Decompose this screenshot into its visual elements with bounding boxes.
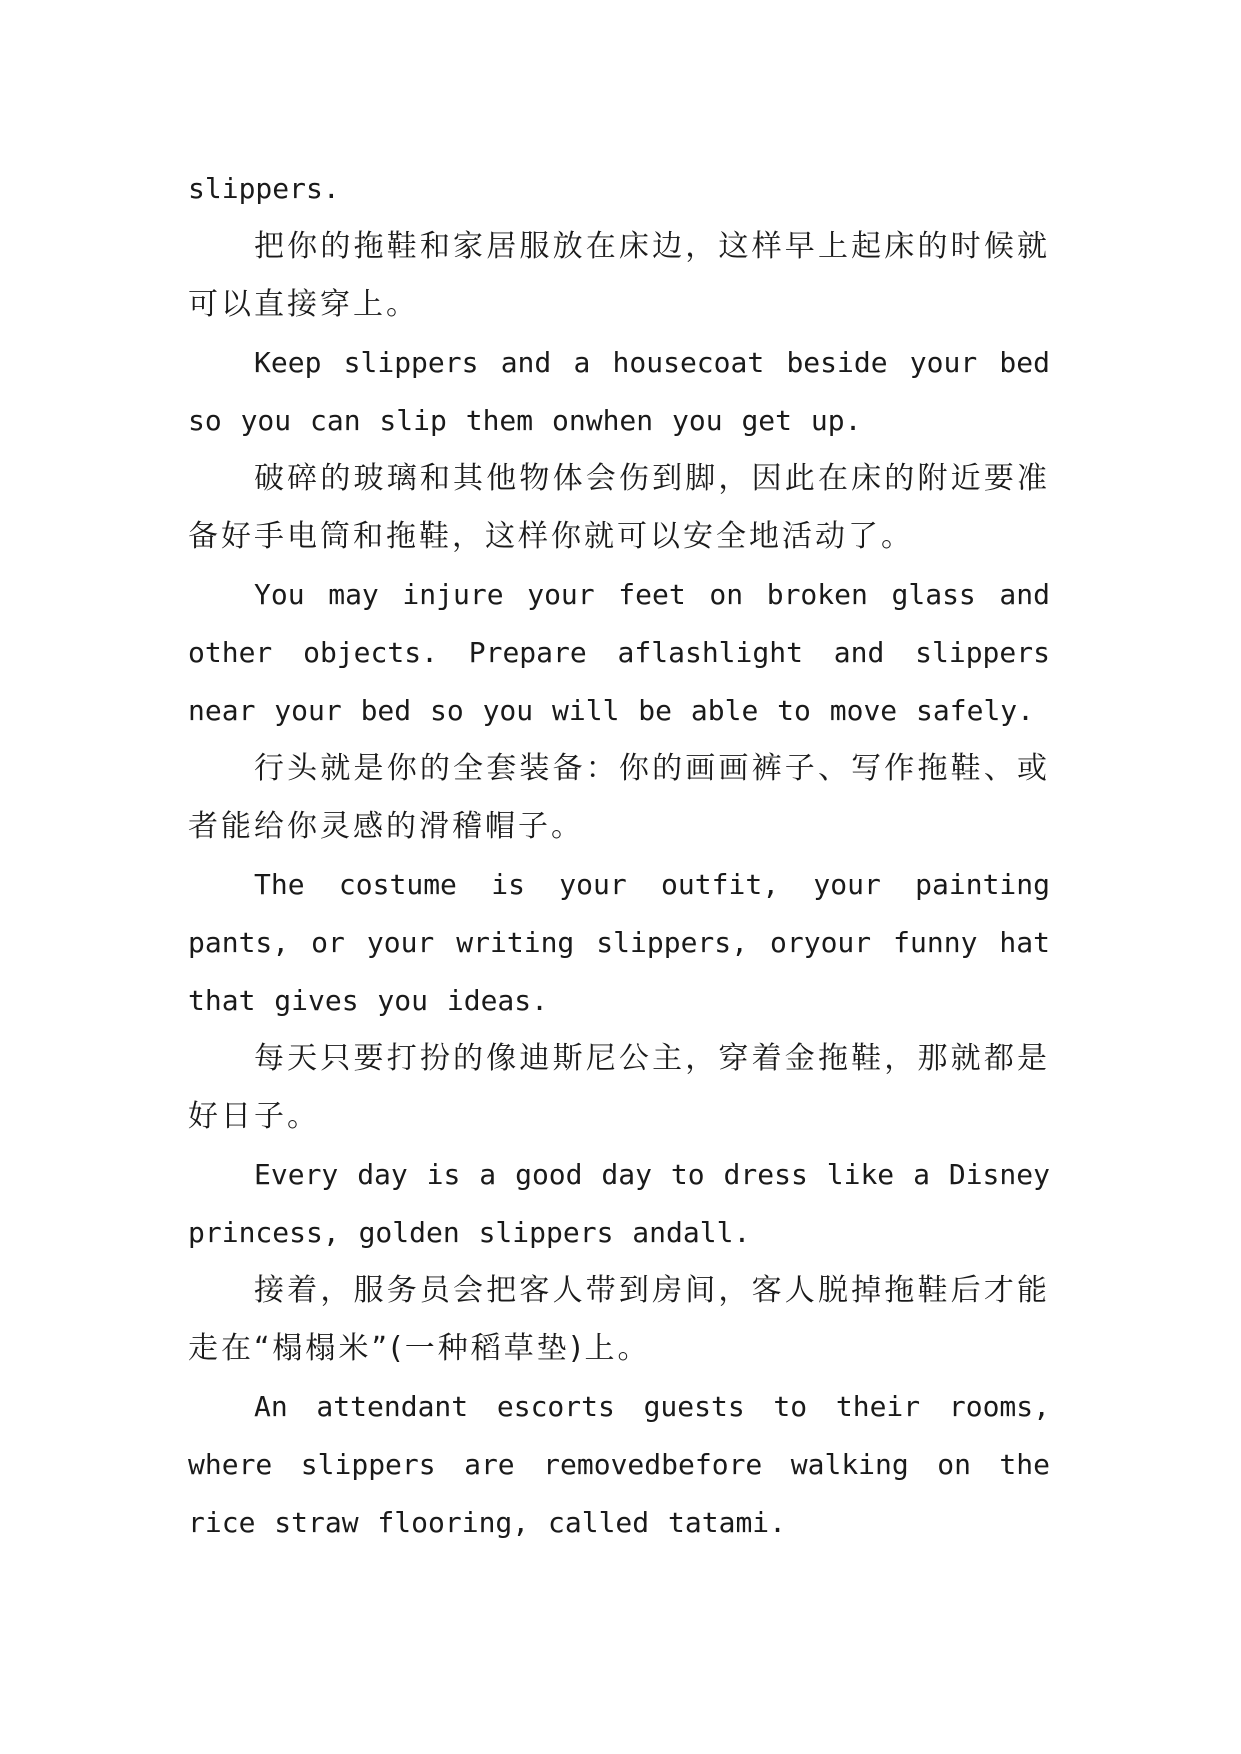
paragraph-zh-1: 把你的拖鞋和家居服放在床边，这样早上起床的时候就可以直接穿上。	[188, 229, 1050, 322]
paragraph-zh-3: 行头就是你的全套装备：你的画画裤子、写作拖鞋、或者能给你灵感的滑稽帽子。	[188, 751, 1050, 844]
paragraph-zh-5: 接着，服务员会把客人带到房间，客人脱掉拖鞋后才能走在“榻榻米”(一种稻草垫)上。	[188, 1273, 1050, 1366]
paragraph-en-2: Keep slippers and a housecoat beside your bed so you can slip them onwhen you get up.	[188, 346, 1050, 437]
paragraph-en-4: The costume is your outfit, your painting pants, or your writing slippers, oryour funny hat that gives you ideas.	[188, 868, 1050, 1017]
paragraph-en-3: You may injure your feet on broken glass and other objects. Prepare aflashlight and slippers near your bed so you will be able to move safely.	[188, 578, 1050, 727]
paragraph-en-1: slippers.	[188, 172, 340, 205]
document-page	[188, 160, 1050, 1552]
paragraph-en-6: An attendant escorts guests to their rooms, where slippers are removedbefore walking on the rice straw flooring, called tatami.	[188, 1390, 1050, 1539]
paragraph-zh-2: 破碎的玻璃和其他物体会伤到脚，因此在床的附近要准备好手电筒和拖鞋，这样你就可以安全地活动了。	[188, 461, 1050, 554]
paragraph-zh-4: 每天只要打扮的像迪斯尼公主，穿着金拖鞋，那就都是好日子。	[188, 1041, 1050, 1134]
paragraph-en-5: Every day is a good day to dress like a Disney princess, golden slippers andall.	[188, 1158, 1050, 1249]
